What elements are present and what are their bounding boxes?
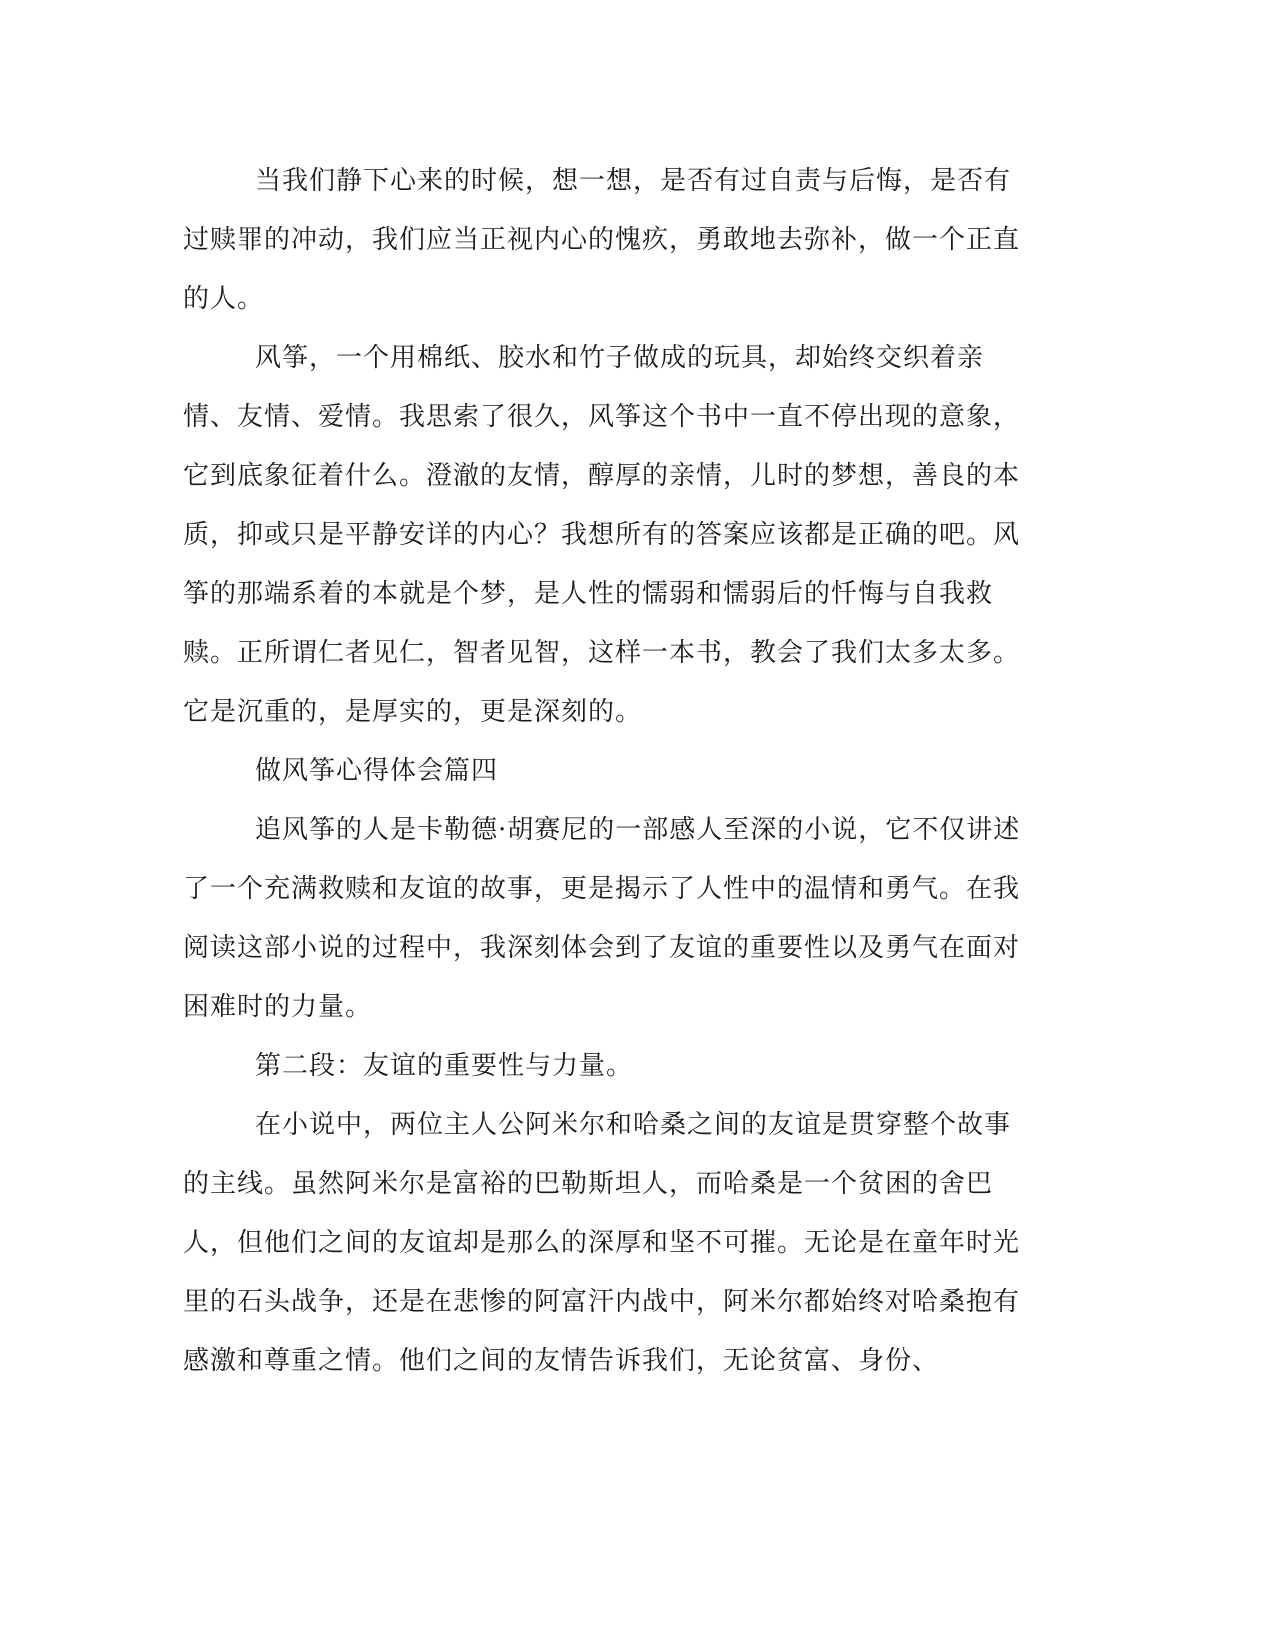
- document-body: [183, 152, 1033, 1391]
- paragraph-4: 在小说中，两位主人公阿米尔和哈桑之间的友谊是贯穿整个故事的主线。虽然阿米尔是富裕的巴勒斯坦人，而哈桑是一个贫困的舍巴人，但他们之间的友谊却是那么的深厚和坚不可摧。无论是在童年时光里的石头战争，还是在悲惨的阿富汗内战中，阿米尔都始终对哈桑抱有感激和尊重之情。他们之间的友情告诉我们，无论贫富、身份、: [183, 1110, 1021, 1376]
- subsection-heading: 第二段：友谊的重要性与力量。: [255, 1051, 634, 1081]
- paragraph-1: 当我们静下心来的时候，想一想，是否有过自责与后悔，是否有过赎罪的冲动，我们应当正视内心的愧疚，勇敢地去弥补，做一个正直的人。: [183, 166, 1021, 314]
- paragraph-3: 追风筝的人是卡勒德·胡赛尼的一部感人至深的小说，它不仅讲述了一个充满救赎和友谊的故事，更是揭示了人性中的温情和勇气。在我阅读这部小说的过程中，我深刻体会到了友谊的重要性以及勇气在面对困难时的力量。: [183, 815, 1021, 1022]
- section-heading: 做风筝心得体会篇四: [255, 756, 499, 786]
- paragraph-2: 风筝，一个用棉纸、胶水和竹子做成的玩具，却始终交织着亲情、友情、爱情。我思索了很久，风筝这个书中一直不停出现的意象，它到底象征着什么。澄澈的友情，醇厚的亲情，儿时的梦想，善良的本质，抑或只是平静安详的内心？我想所有的答案应该都是正确的吧。风筝的那端系着的本就是个梦，是人性的懦弱和懦弱后的忏悔与自我救赎。正所谓仁者见仁，智者见智，这样一本书，教会了我们太多太多。它是沉重的，是厚实的，更是深刻的。: [183, 343, 1021, 727]
